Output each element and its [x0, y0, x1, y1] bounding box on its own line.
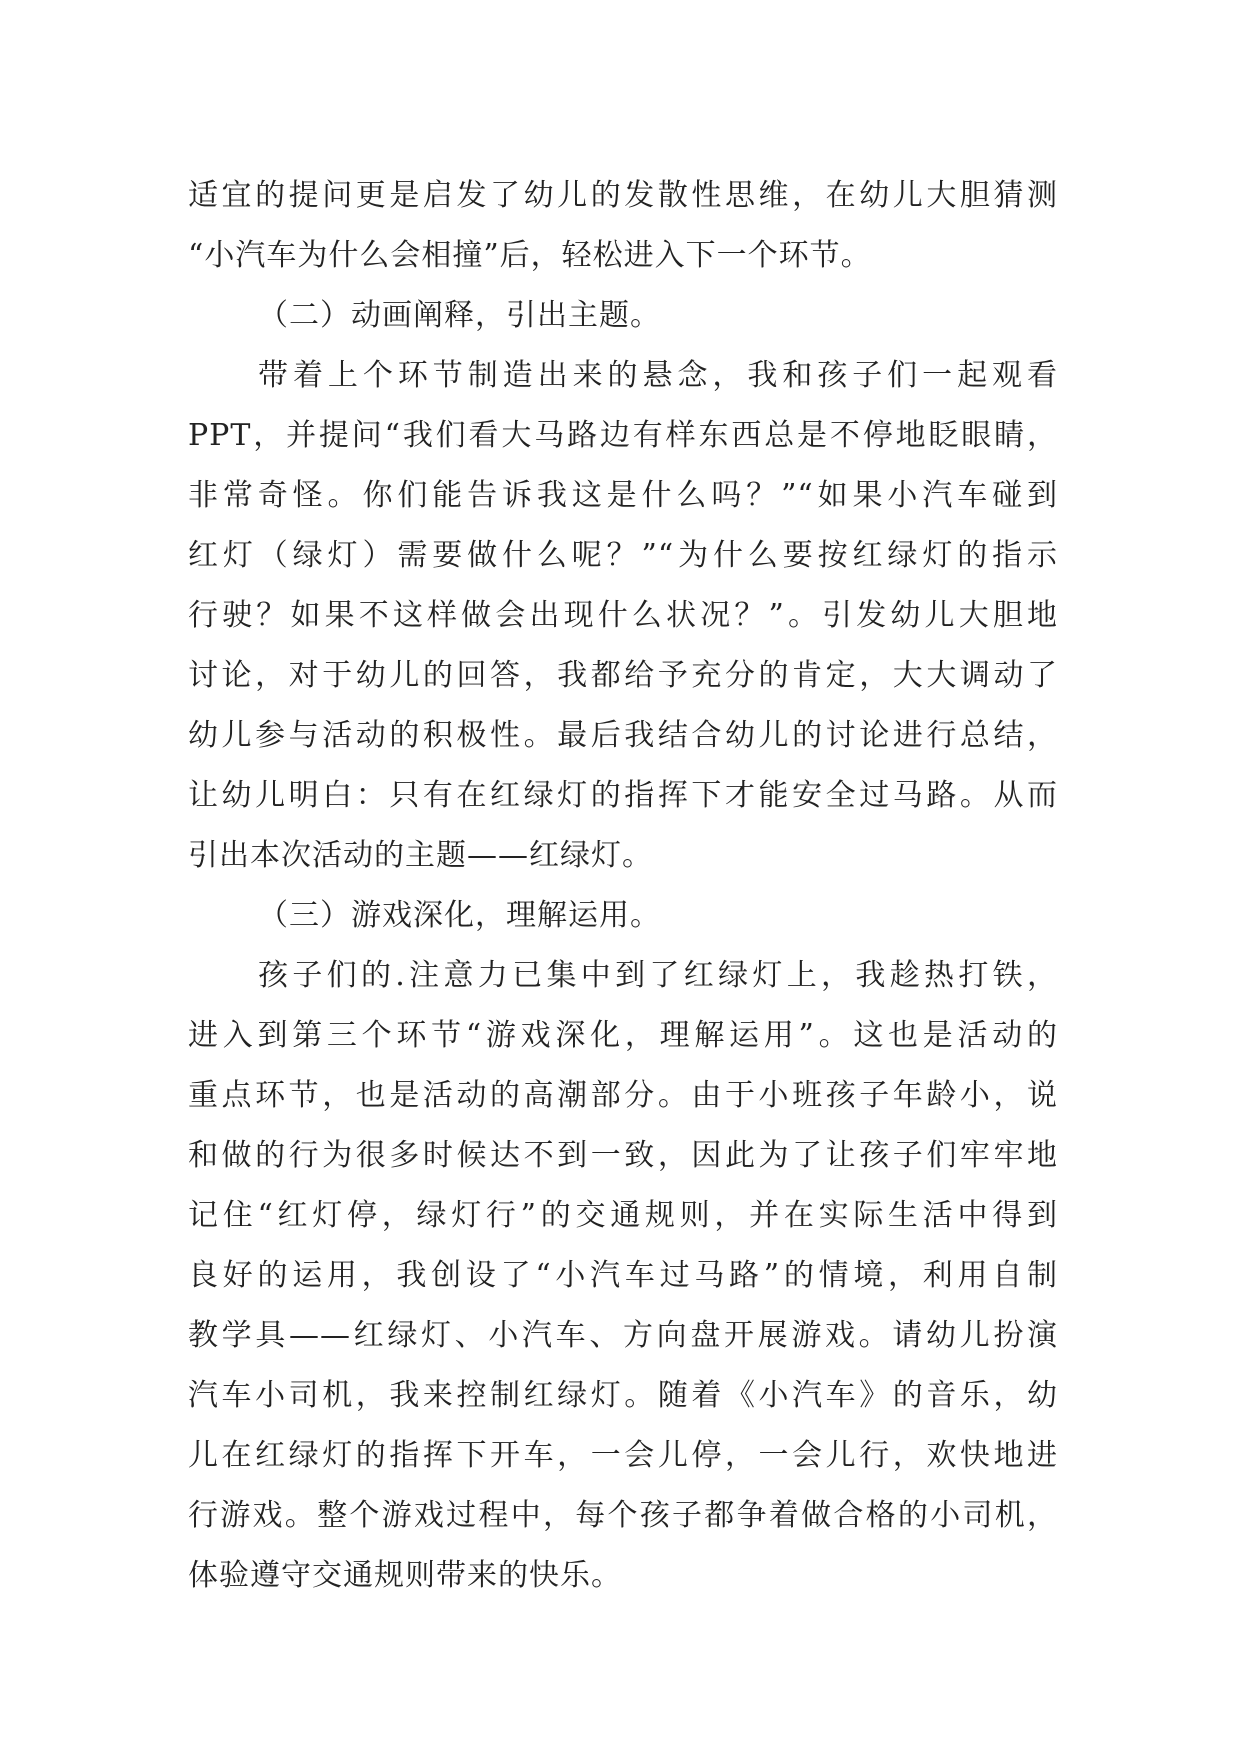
text-line: 讨论，对于幼儿的回答，我都给予充分的肯定，大大调动了 [188, 658, 1058, 693]
text-line: 适宜的提问更是启发了幼儿的发散性思维，在幼儿大胆猜测 [188, 178, 1058, 213]
text-line: 和做的行为很多时候达不到一致，因此为了让孩子们牢牢地 [188, 1138, 1058, 1173]
text-line: 幼儿参与活动的积极性。最后我结合幼儿的讨论进行总结， [188, 718, 1058, 753]
text-line: PPT，并提问“我们看大马路边有样东西总是不停地眨眼睛， [188, 418, 1058, 453]
section-heading: （三）游戏深化，理解运用。 [258, 898, 661, 933]
text-line: 良好的运用，我创设了“小汽车过马路”的情境，利用自制 [188, 1258, 1058, 1293]
document-body [188, 166, 1058, 1606]
text-line: 体验遵守交通规则带来的快乐。 [188, 1558, 622, 1593]
text-line: 让幼儿明白：只有在红绿灯的指挥下才能安全过马路。从而 [188, 778, 1058, 813]
text-line: 记住“红灯停，绿灯行”的交通规则，并在实际生活中得到 [188, 1198, 1058, 1233]
text-line: 行游戏。整个游戏过程中，每个孩子都争着做合格的小司机， [188, 1498, 1058, 1533]
text-line: 汽车小司机，我来控制红绿灯。随着《小汽车》的音乐，幼 [188, 1378, 1058, 1413]
text-line: 进入到第三个环节“游戏深化，理解运用”。这也是活动的 [188, 1018, 1058, 1053]
text-line: 带着上个环节制造出来的悬念，我和孩子们一起观看 [258, 358, 1058, 393]
text-line: 非常奇怪。你们能告诉我这是什么吗？”“如果小汽车碰到 [188, 478, 1058, 513]
text-line: 孩子们的.注意力已集中到了红绿灯上，我趁热打铁， [258, 958, 1058, 993]
text-line: 引出本次活动的主题——红绿灯。 [188, 838, 653, 873]
section-heading: （二）动画阐释，引出主题。 [258, 298, 661, 333]
text-line: 重点环节，也是活动的高潮部分。由于小班孩子年龄小，说 [188, 1078, 1058, 1113]
text-line: “小汽车为什么会相撞”后，轻松进入下一个环节。 [188, 238, 872, 273]
text-line: 红灯（绿灯）需要做什么呢？”“为什么要按红绿灯的指示 [188, 538, 1058, 573]
text-line: 教学具——红绿灯、小汽车、方向盘开展游戏。请幼儿扮演 [188, 1318, 1058, 1353]
text-line: 行驶？如果不这样做会出现什么状况？”。引发幼儿大胆地 [188, 598, 1058, 633]
text-line: 儿在红绿灯的指挥下开车，一会儿停，一会儿行，欢快地进 [188, 1438, 1058, 1473]
